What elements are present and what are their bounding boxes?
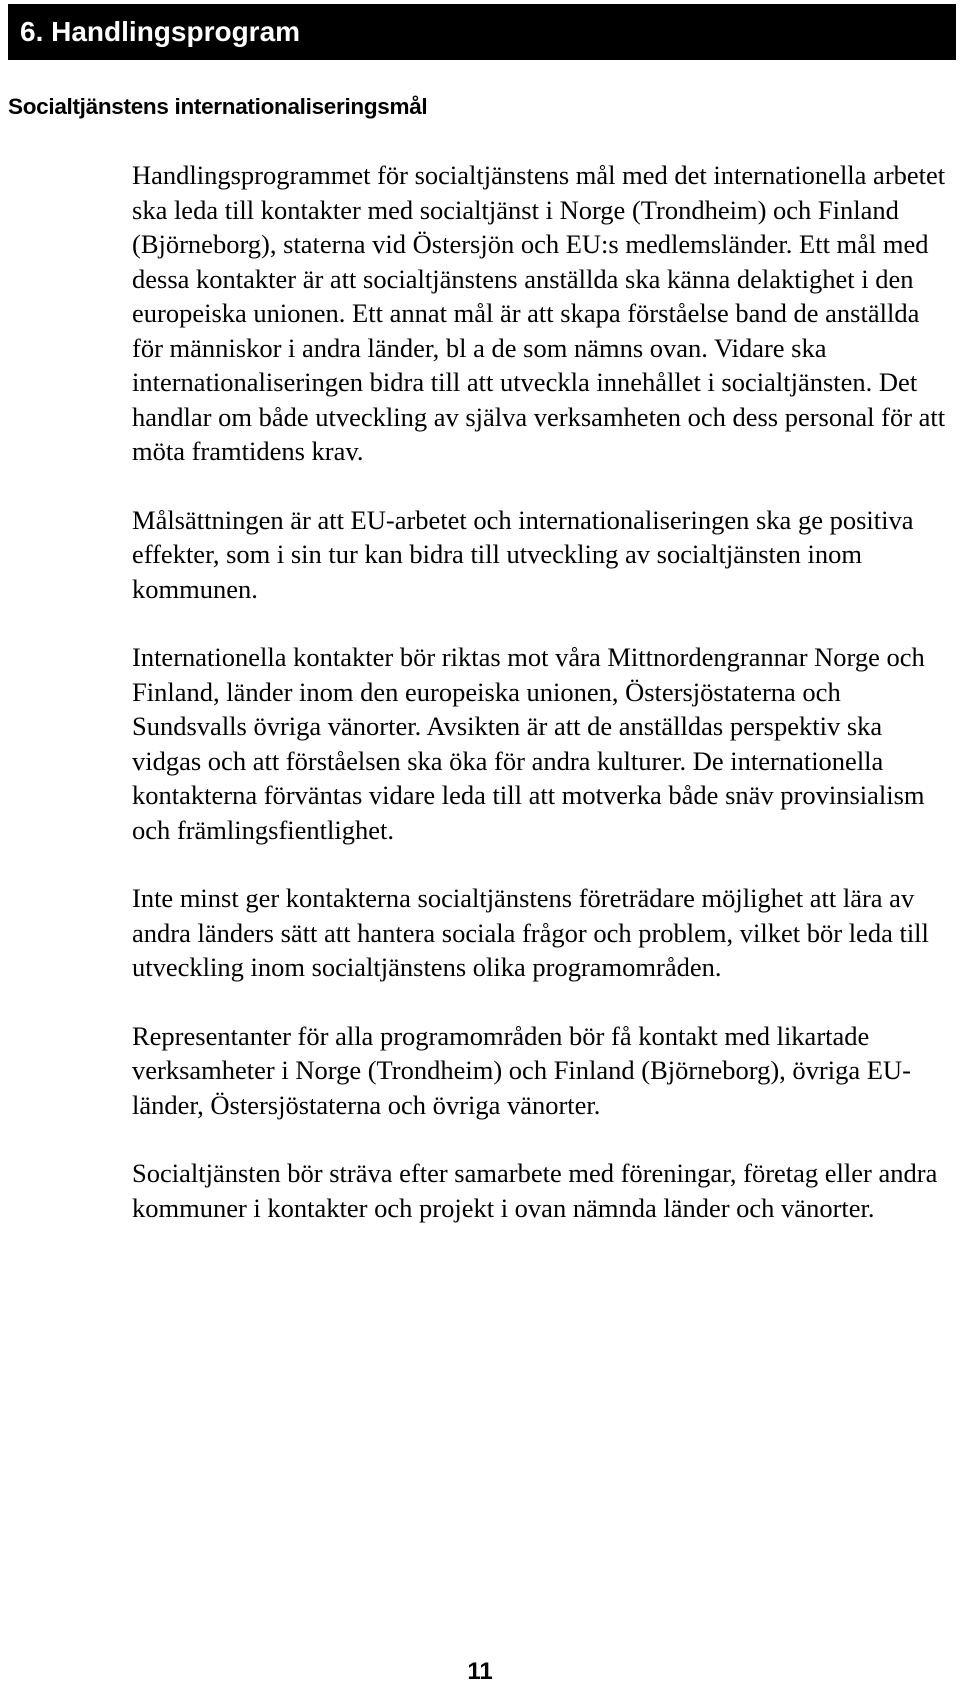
paragraph-cooperation: Socialtjänsten bör sträva efter samarbete med föreningar, företag eller andra kommuner i kontakter och projekt i ovan nämnda länder och vänorter.: [132, 1158, 938, 1223]
page-number: 11: [467, 1658, 493, 1685]
paragraph-learning: Inte minst ger kontakterna socialtjänstens företrädare möjlighet att lära av andra länders sätt att hantera sociala frågor och problem, vilket bör leda till utveckling inom socialtjänstens olika programområden.: [132, 883, 929, 982]
body-text: [132, 158, 952, 1259]
paragraph-objective: Målsättningen är att EU-arbetet och internationaliseringen ska ge positiva effekter, som i sin tur kan bidra till utveckling av socialtjänsten inom kommunen.: [132, 504, 914, 604]
section-heading: Socialtjänstens internationaliseringsmål: [8, 94, 428, 119]
chapter-title: 6. Handlingsprogram: [20, 16, 301, 47]
chapter-header-bar: [8, 4, 956, 60]
paragraph-goals: Handlingsprogrammet för socialtjänstens mål med det internationella arbetet ska leda till kontakter med socialtjänst i Norge (Trondheim) och Finland (Björneborg), staterna vid Östersjön och EU:s medlemsländer. Ett mål med dessa kontakter är att socialtjänstens anställda ska känna delaktighet i den europeiska unionen. Ett annat mål är att skapa förståelse band de anställda för människor i andra länder, bl a de som nämns ovan. Vidare ska internationaliseringen bidra till att utveckla innehållet i socialtjänsten. Det handlar om både utveckling av själva verksamheten och dess personal för att möta framtidens krav.: [132, 160, 946, 466]
paragraph-representatives: Representanter för alla programområden bör få kontakt med likartade verksamheter i Norge (Trondheim) och Finland (Björneborg), övriga EU-länder, Östersjöstaterna och övriga vänorter.: [132, 1020, 911, 1120]
paragraph-international-contacts: Internationella kontakter bör riktas mot våra Mittnordengrannar Norge och Finland, länder inom den europeiska unionen, Östersjöstaterna och Sundsvalls övriga vänorter. Avsikten är att de anställdas perspektiv ska vidgas och att förståelsen ska öka för andra kulturer. De internationella kontakterna förväntas vidare leda till att motverka både snäv provinsialism och främlingsfientlighet.: [132, 642, 925, 845]
